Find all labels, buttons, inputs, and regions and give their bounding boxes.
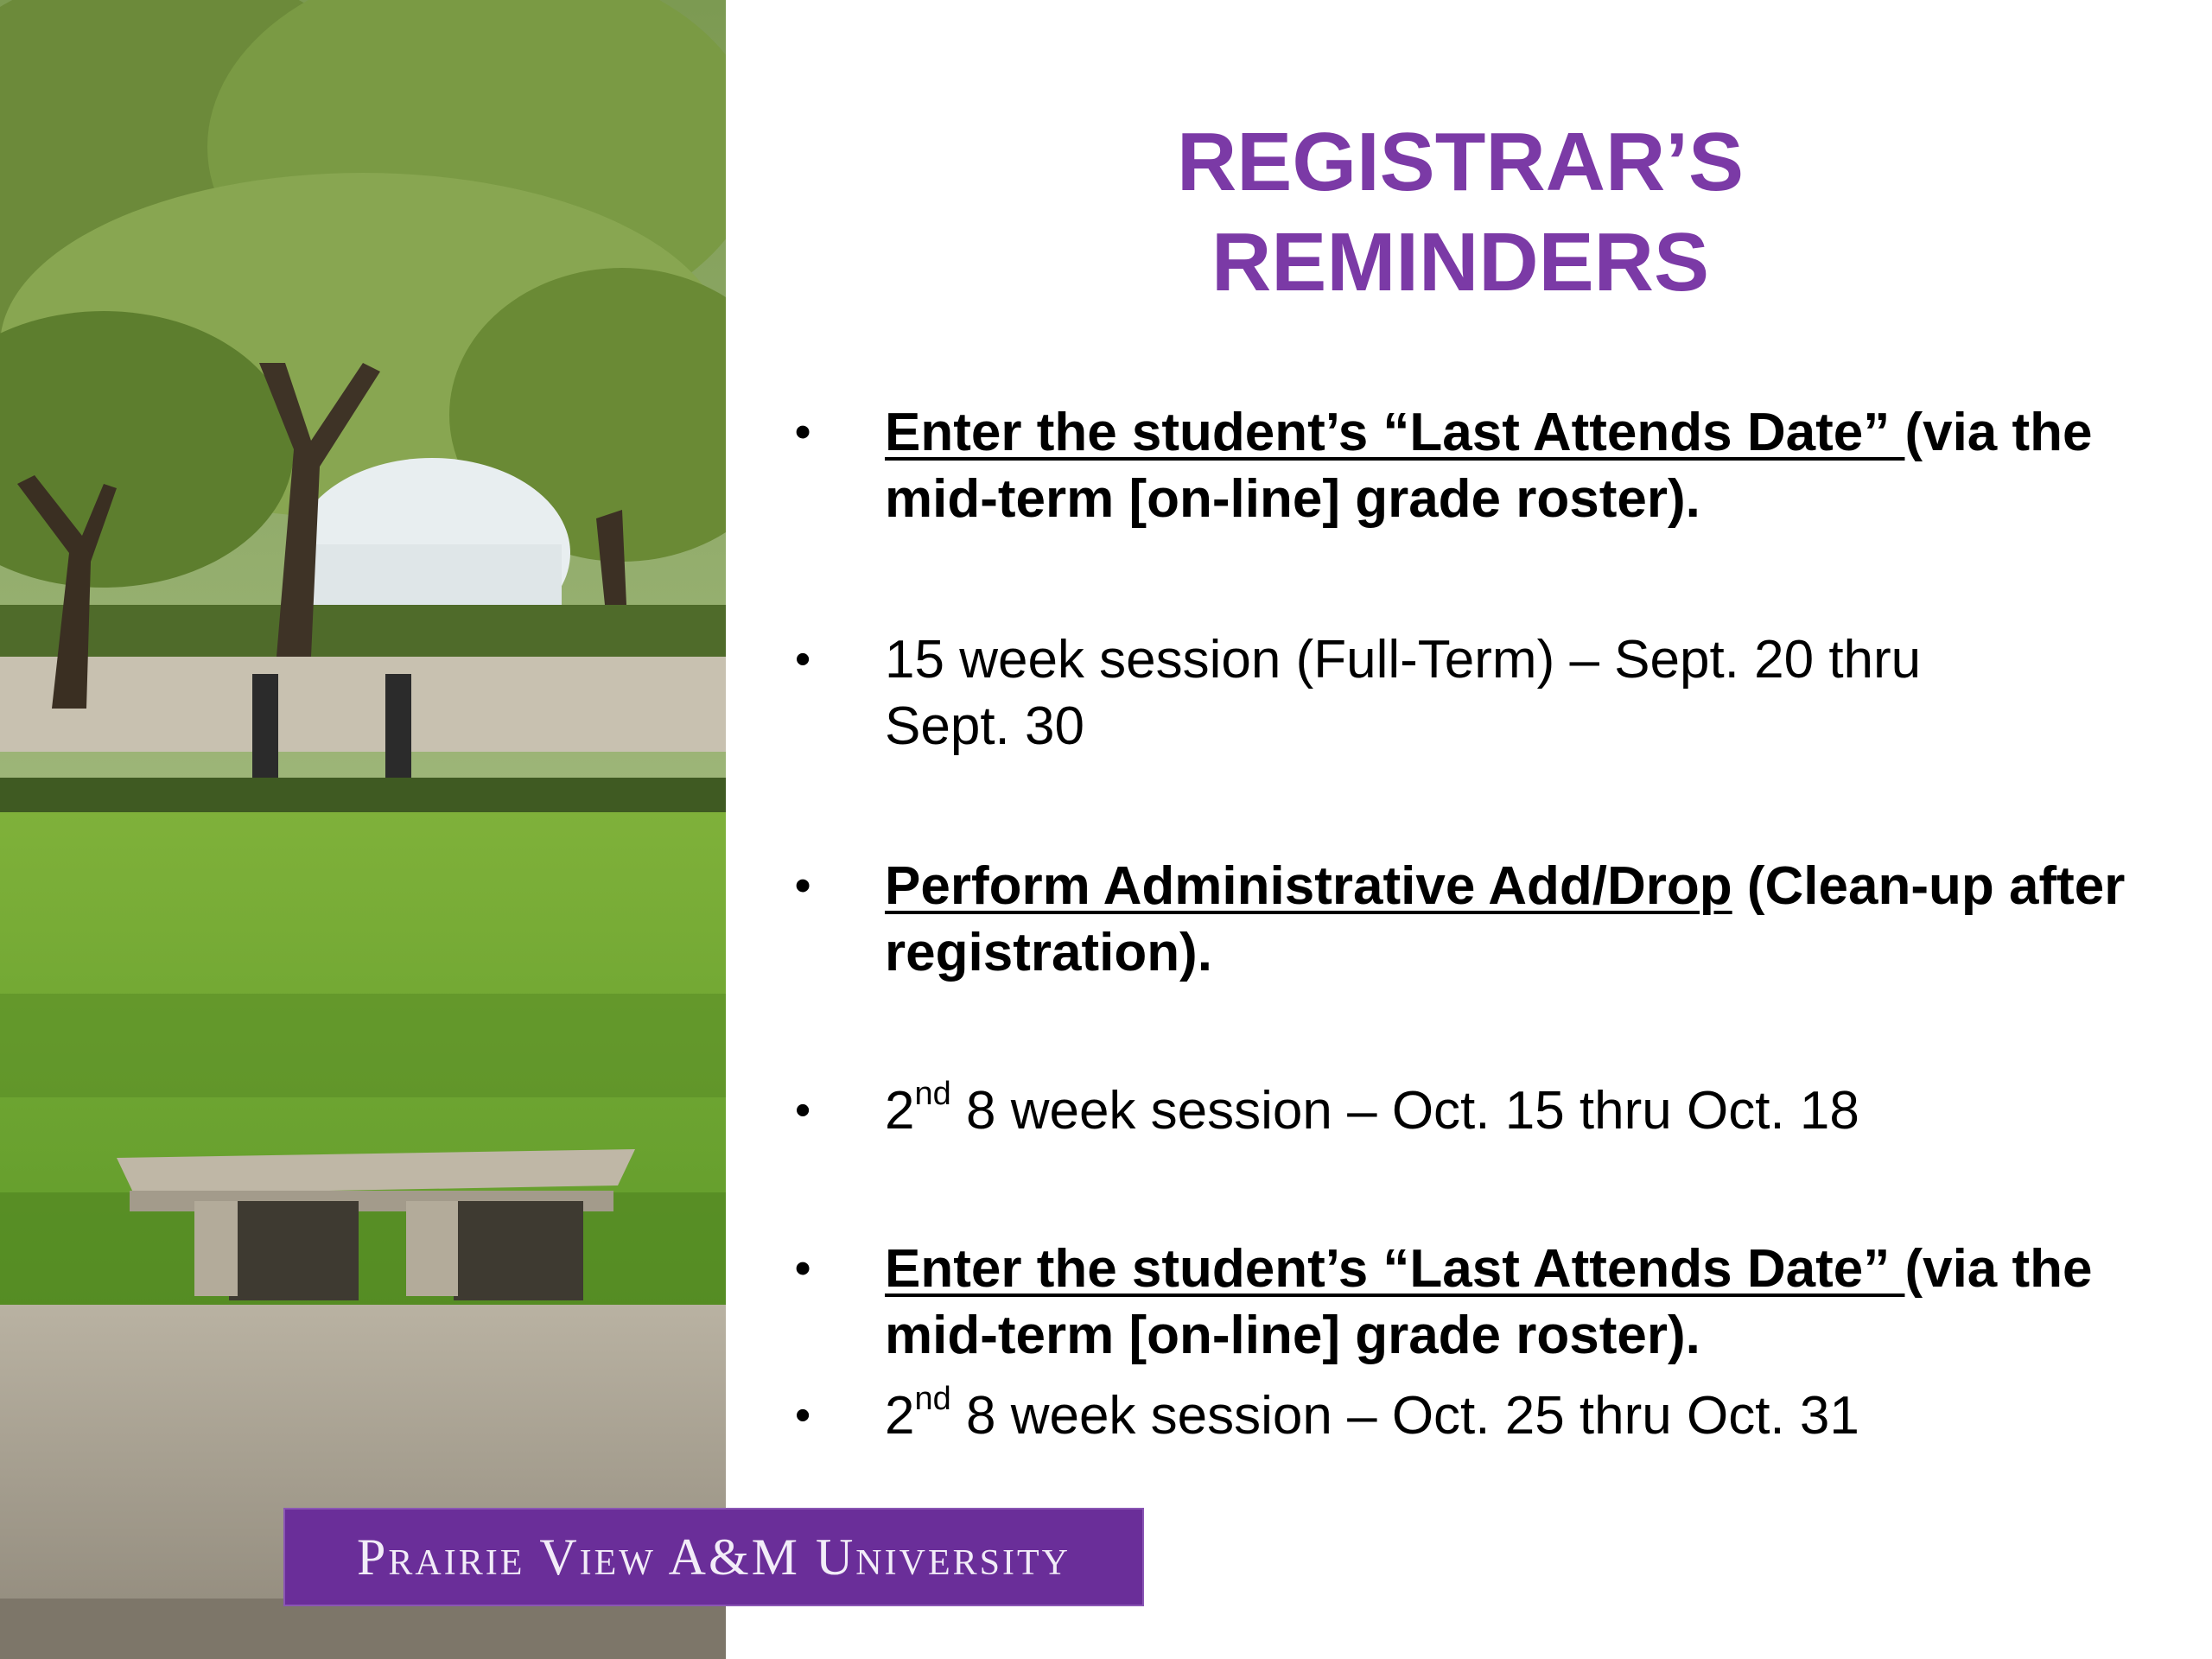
slide-title bbox=[864, 112, 2056, 313]
bullet-icon: • bbox=[795, 1390, 811, 1440]
slide-title-line2: REMINDERS bbox=[1211, 216, 1710, 308]
list-item-rest: 8 week session – Oct. 25 thru Oct. 31 bbox=[950, 1386, 1859, 1446]
list-item-text bbox=[885, 399, 2129, 532]
campus-photo-image bbox=[0, 0, 726, 1659]
bullet-icon: • bbox=[795, 407, 811, 457]
bullet-icon: • bbox=[795, 634, 811, 684]
list-item-text bbox=[885, 1382, 2129, 1449]
ordinal-number: 2 bbox=[885, 1081, 915, 1141]
list-item-rest: 8 week session – Oct. 15 thru Oct. 18 bbox=[950, 1081, 1859, 1141]
campus-photo bbox=[0, 0, 726, 1659]
list-item-underlined: Enter the student’s “Last Attends Date” bbox=[885, 1239, 1905, 1299]
list-item-underlined: Enter the student’s “Last Attends Date” bbox=[885, 403, 1905, 462]
bullet-icon: • bbox=[795, 861, 811, 911]
university-name: Prairie View A&M University bbox=[357, 1529, 1071, 1586]
list-item-text bbox=[885, 1077, 2129, 1144]
ordinal-number: 2 bbox=[885, 1386, 915, 1446]
bullet-icon: • bbox=[795, 1243, 811, 1294]
list-item-rest: (via the mid-term [on-line] grade roster). bbox=[885, 403, 2093, 529]
list-item-rest: (via the mid-term [on-line] grade roster). bbox=[885, 1239, 2093, 1365]
university-banner bbox=[283, 1508, 1144, 1606]
list-item-text: 15 week session (Full-Term) – Sept. 20 thru Sept. 30 bbox=[885, 630, 1922, 756]
ordinal-suffix: nd bbox=[914, 1076, 951, 1113]
list-item-rest: (Clean-up after registration). bbox=[885, 856, 2126, 982]
ordinal-suffix: nd bbox=[914, 1381, 951, 1418]
list-item-underlined: Perform Administrative Add/Drop bbox=[885, 856, 1732, 916]
bullet-icon: • bbox=[795, 1085, 811, 1135]
list-item-text bbox=[885, 853, 2129, 986]
slide-title-line1: REGISTRAR’S bbox=[1176, 116, 1745, 208]
list-item-text bbox=[885, 1236, 2129, 1369]
